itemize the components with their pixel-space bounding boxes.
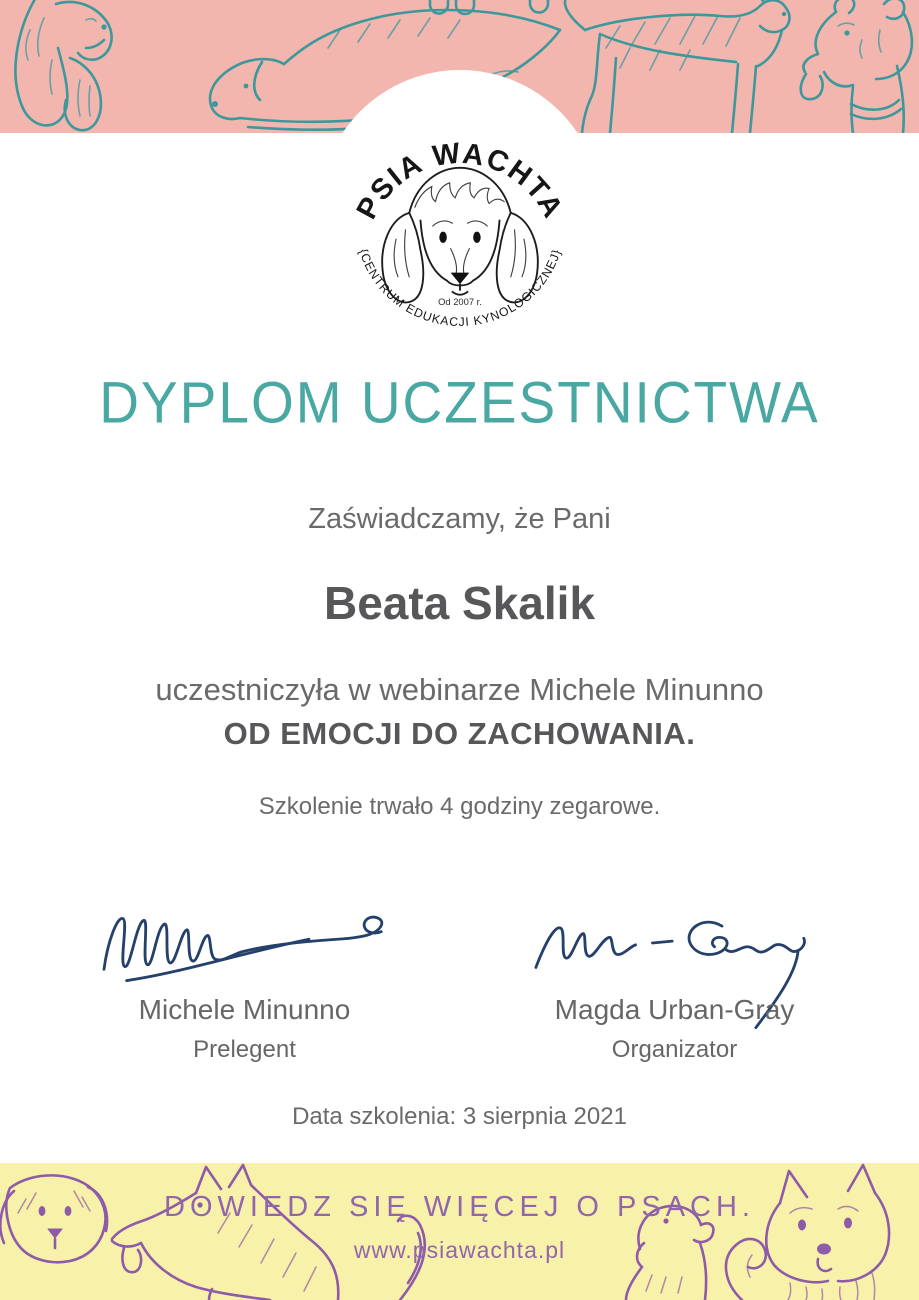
signature-block-organizator [502, 896, 847, 1064]
psia-wachta-logo [319, 70, 601, 352]
recipient-name: Beata Skalik [323, 577, 596, 629]
footer-headline: DOWIEDZ SIĘ WIĘCEJ O PSACH. [164, 1191, 755, 1223]
shepherd-dog-sketch [112, 1165, 338, 1300]
husky-sketch-right [726, 1165, 889, 1300]
footer-website-link[interactable]: www.psiawachta.pl [353, 1237, 566, 1263]
signer-role: Prelegent [193, 1036, 296, 1063]
signature-block-prelegent [72, 896, 417, 1064]
footer-banner [0, 1163, 919, 1300]
signatures-row [0, 896, 919, 1064]
signer-name: Magda Urban-Gray [554, 994, 795, 1025]
dog-head-sketch-right [801, 0, 912, 133]
signer-role: Organizator [611, 1036, 738, 1063]
intro-line: Zaświadczamy, że Pani [308, 503, 611, 535]
poodle-sketch-left [15, 0, 111, 130]
event-line: uczestniczyła w webinarze Michele Minunno [155, 672, 764, 707]
logo-brand-text: PSIA WACHTA [350, 137, 569, 225]
event-name: OD EMOCJI DO ZACHOWANIA. [223, 716, 696, 751]
signature-michele-minunno [85, 896, 405, 990]
footer-dogs-illustration [0, 1163, 919, 1300]
logo-subtitle-text: {CENTRUM EDUKACJI KYNOLOGICZNEJ} [355, 247, 564, 330]
signer-name: Michele Minunno [138, 994, 351, 1025]
training-date: Data szkolenia: 3 sierpnia 2021 [292, 1103, 627, 1130]
signature-magda-urban-gray [515, 896, 835, 990]
logo [319, 70, 601, 352]
certificate-title: DYPLOM UCZESTNICTWA [99, 368, 820, 436]
logo-since-text: Od 2007 r. [437, 296, 482, 307]
duration-line: Szkolenie trwało 4 godziny zegarowe. [258, 793, 661, 820]
